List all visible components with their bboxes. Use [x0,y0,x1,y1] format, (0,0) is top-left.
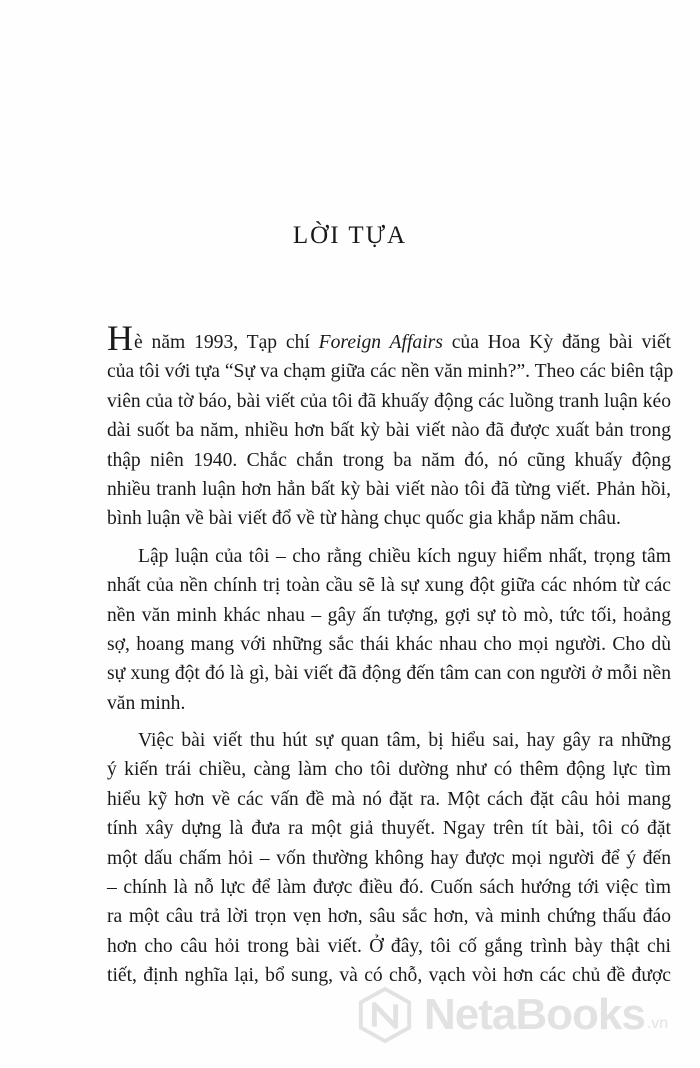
drop-cap: H [107,318,133,358]
text-line: sự xung đột đó là gì, bài viết đã động đến tâm can con người ở mỗi nền [107,663,671,685]
text-line: sợ, hoang mang với những sắc thái khác nhau cho mọi người. Cho dù [107,633,671,655]
text-line: – chính là nỗ lực để làm được điều đó. Cuốn sách hướng tới việc tìm [107,877,671,899]
text-line: ý kiến trái chiều, càng làm cho tôi dường như có thêm động lực tìm [107,759,671,781]
text-line: hơn cho câu hỏi trong bài viết. Ở đây, tôi cố gắng trình bày thật chi [107,935,671,957]
publication-name: Foreign Affairs [318,332,443,353]
page-title: LỜI TỰA [292,222,408,249]
text-line: thập niên 1940. Chắc chắn trong ba năm đó, nó cũng khuấy động [107,449,671,471]
text-line: Lập luận của tôi – cho rằng chiều kích nguy hiểm nhất, trọng tâm [138,545,671,567]
watermark-suffix: .vn [646,1015,669,1032]
watermark-brand: NetaBooks [424,990,645,1039]
text-line: nhiều tranh luận hơn hẳn bất kỳ bài viết nào tôi đã từng viết. Phản hồi, [107,478,671,500]
text-line: Việc bài viết thu hút sự quan tâm, bị hiểu sai, hay gây ra những [138,730,671,752]
paragraph-2 [107,542,671,718]
text-segment: è năm 1993, Tạp chí [134,332,319,353]
text-line: hiểu kỹ hơn về các vấn đề mà nó đặt ra. Một cách đặt câu hỏi mang [107,788,671,810]
text-line: tính xây dựng là đưa ra một giả thuyết. Ngay trên tít bài, tôi có đặt [107,818,671,840]
body-text [107,318,674,991]
text-line: nền văn minh khác nhau – gây ấn tượng, gợi sự tò mò, tức tối, hoảng [107,604,671,626]
text-line: một dấu chấm hỏi – vốn thường không hay được mọi người để ý đến [107,847,671,869]
text-line [107,318,671,358]
text-line: viên của tờ báo, bài viết của tôi đã khuấy động các luồng tranh luận kéo [107,390,671,412]
paragraph-3 [107,726,671,991]
text-line: dài suốt ba năm, nhiều hơn bất kỳ bài viết nào đã được xuất bản trong [107,420,671,442]
netabooks-logo-icon [356,986,414,1044]
paragraph-1 [107,318,674,534]
text-line: văn minh. [107,692,186,714]
text-line: tiết, định nghĩa lại, bổ sung, và có chỗ, vạch vòi hơn các chủ đề được [107,965,671,987]
text-line: của tôi với tựa “Sự va chạm giữa các nền văn minh?”. Theo các biên tập [107,361,674,383]
text-line: bình luận về bài viết đổ về từ hàng chục quốc gia khắp năm châu. [107,508,621,530]
netabooks-watermark [356,980,686,1050]
text-line: nhất của nền chính trị toàn cầu sẽ là sự xung đột giữa các nhóm từ các [107,575,671,597]
text-line: ra một câu trả lời trọn vẹn hơn, sâu sắc hơn, và minh chứng thấu đáo [107,906,671,928]
text-segment: của Hoa Kỳ đăng bài viết [442,332,671,353]
